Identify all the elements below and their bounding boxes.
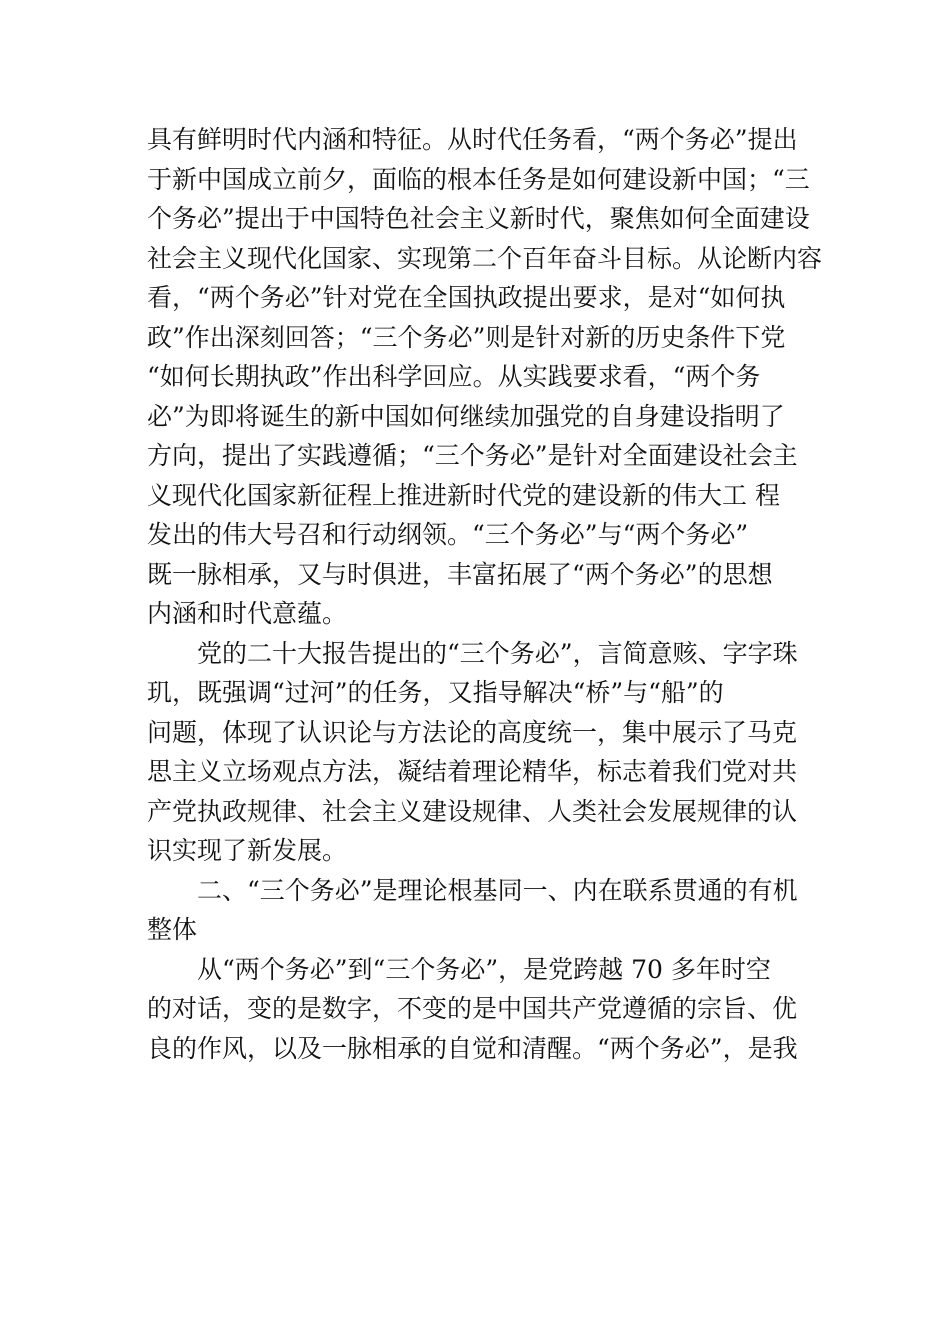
text-line: 整体: [147, 915, 198, 944]
text-line: 问题，体现了认识论与方法论的高度统一，集中展示了马克: [147, 717, 798, 747]
text-line: 从“两个务必”到“三个务必”，是党跨越 70 多年时空: [197, 954, 771, 984]
text-line: 既一脉相承，又与时俱进，丰富拓展了“两个务必”的思想: [147, 559, 773, 589]
text-line: 发出的伟大号召和行动纲领。“三个务必”与“两个务必”: [147, 520, 749, 549]
text-line: 必”为即将诞生的新中国如何继续加强党的自身建设指明了: [147, 401, 785, 431]
text-line: 义现代化国家新征程上推进新时代党的建设新的伟大工 程: [147, 480, 780, 510]
text-line: “如何长期执政”作出科学回应。从实践要求看，“两个务: [147, 362, 761, 391]
text-line: 于新中国成立前夕，面临的根本任务是如何建设新中国；“三: [147, 164, 810, 194]
text-line: 看，“两个务必”针对党在全国执政提出要求，是对“如何执: [147, 283, 786, 312]
text-line: 党的二十大报告提出的“三个务必”，言简意赅、字字珠: [197, 638, 798, 668]
text-line: 个务必”提出于中国特色社会主义新时代，聚焦如何全面建设: [147, 204, 810, 233]
text-line: 内涵和时代意蕴。: [147, 599, 348, 628]
text-line: 识实现了新发展。: [147, 836, 348, 865]
text-line: 具有鲜明时代内涵和特征。从时代任务看，“两个务必”提出: [147, 125, 798, 154]
document-body: [147, 120, 847, 1068]
text-line: 玑，既强调“过河”的任务，又指导解决“桥”与“船”的: [147, 678, 724, 707]
text-line: 良的作风，以及一脉相承的自觉和清醒。“两个务必”，是我: [147, 1033, 798, 1063]
text-line: 的对话，变的是数字，不变的是中国共产党遵循的宗旨、优: [147, 994, 798, 1023]
text-line: 产党执政规律、社会主义建设规律、人类社会发展规律的认: [147, 796, 798, 826]
text-line: 二、“三个务必”是理论根基同一、内在联系贯通的有机: [197, 875, 798, 905]
text-line: 思主义立场观点方法，凝结着理论精华，标志着我们党对共: [147, 757, 798, 786]
text-line: 社会主义现代化国家、实现第二个百年奋斗目标。从论断内容: [147, 243, 823, 273]
text-line: 方向，提出了实践遵循；“三个务必”是针对全面建设社会主: [147, 441, 798, 470]
text-line: 政”作出深刻回答；“三个务必”则是针对新的历史条件下党: [147, 322, 786, 352]
